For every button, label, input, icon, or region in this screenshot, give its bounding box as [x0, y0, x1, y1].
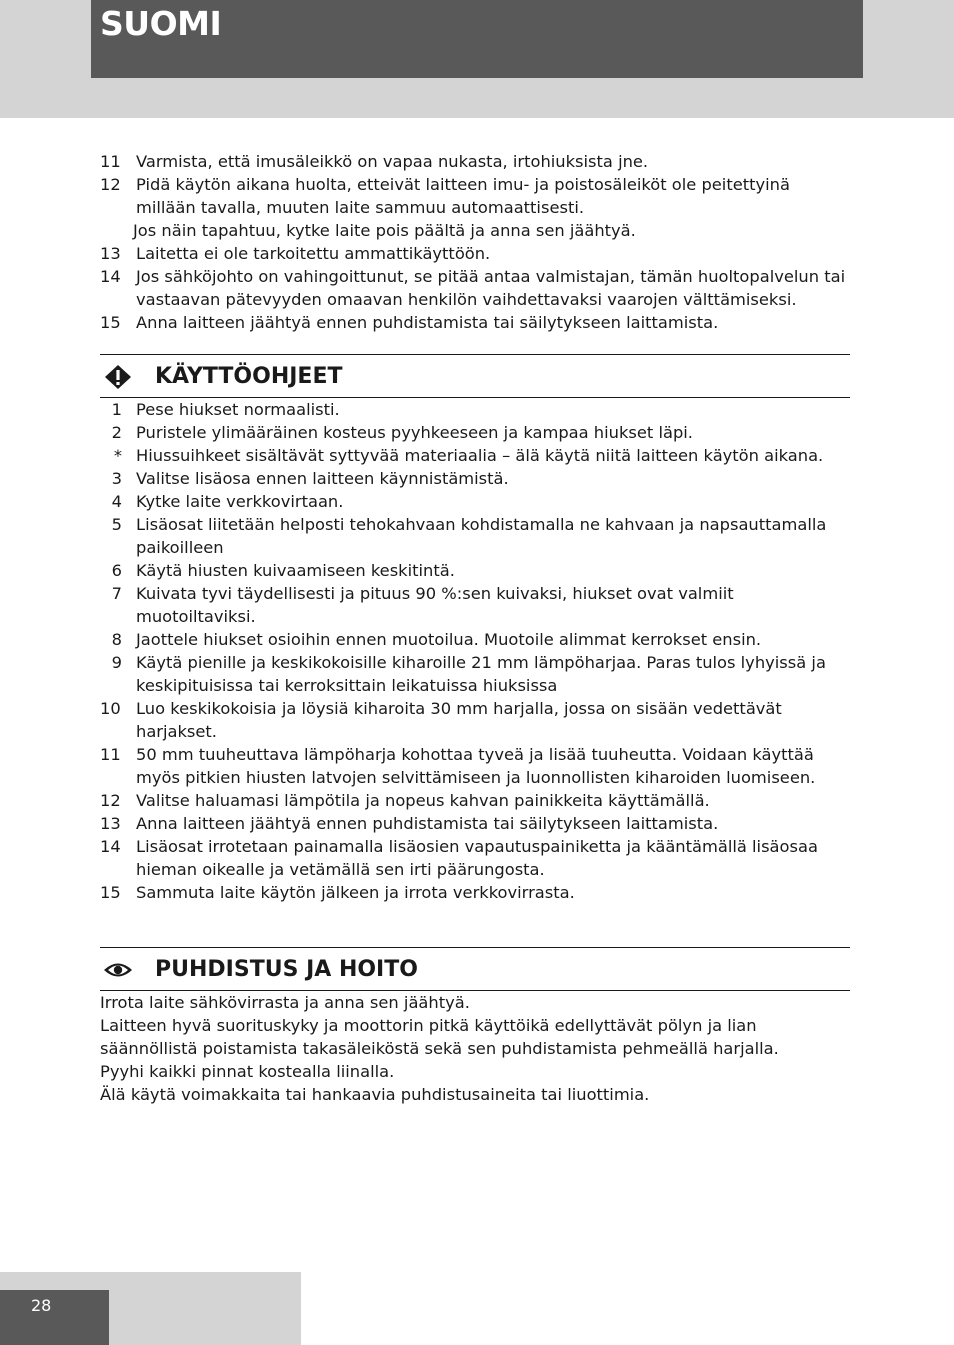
- item-text: Laitetta ei ole tarkoitettu ammattikäyttöön.: [136, 244, 491, 263]
- item-text: Jaottele hiukset osioihin ennen muotoilua. Muotoile alimmat kerrokset ensin.: [136, 630, 762, 649]
- list-item: [100, 835, 850, 881]
- item-number: 11: [100, 152, 121, 171]
- list-item: [100, 651, 850, 697]
- item-number: 12: [100, 791, 121, 810]
- paragraph: Irrota laite sähkövirrasta ja anna sen jäähtyä.: [100, 993, 470, 1012]
- item-number: 9: [111, 653, 122, 672]
- page-content: [100, 150, 850, 1106]
- list-item: [100, 582, 850, 628]
- cleaning-heading: [100, 947, 850, 991]
- warning-diamond-icon: [102, 365, 133, 389]
- page-title: SUOMI: [100, 4, 222, 43]
- list-item: [100, 242, 850, 265]
- paragraph: Älä käytä voimakkaita tai hankaavia puhdistusaineita tai liuottimia.: [100, 1085, 650, 1104]
- cleaning-text: [100, 991, 850, 1106]
- item-text: Hiussuihkeet sisältävät syttyvää materiaalia – älä käytä niitä laitteen käytön aikana.: [136, 446, 824, 465]
- item-number: 15: [100, 883, 121, 902]
- list-item: [100, 173, 850, 219]
- item-text: Anna laitteen jäähtyä ennen puhdistamista tai säilytykseen laittamista.: [136, 814, 719, 833]
- list-note: Jos näin tapahtuu, kytke laite pois päältä ja anna sen jäähtyä.: [133, 221, 636, 240]
- language-title-bar: [91, 0, 863, 78]
- item-text: Kuivata tyvi täydellisesti ja pituus 90 %:sen kuivaksi, hiukset ovat valmiit muotoiltaviksi.: [136, 584, 734, 626]
- item-text: Pese hiukset normaalisti.: [136, 400, 340, 419]
- paragraph: Pyyhi kaikki pinnat kostealla liinalla.: [100, 1062, 395, 1081]
- item-number: 8: [111, 630, 122, 649]
- item-text: Puristele ylimääräinen kosteus pyyhkeeseen ja kampaa hiukset läpi.: [136, 423, 693, 442]
- list-item: [100, 789, 850, 812]
- list-item: [100, 743, 850, 789]
- list-item: [100, 812, 850, 835]
- section-title: KÄYTTÖOHJEET: [155, 364, 343, 389]
- list-item: [100, 265, 850, 311]
- item-text: Luo keskikokoisia ja löysiä kiharoita 30 mm harjalla, jossa on sisään vedettävät harjakset.: [136, 699, 782, 741]
- list-item: [100, 881, 850, 904]
- item-text: Käytä pienille ja keskikokoisille kiharoille 21 mm lämpöharjaa. Paras tulos lyhyissä ja keskipituisissa tai kerroksittain leikatuissa hiuksissa: [136, 653, 826, 695]
- item-number: 12: [100, 175, 121, 194]
- item-number: 13: [100, 244, 121, 263]
- page-number: 28: [31, 1296, 52, 1315]
- item-text: 50 mm tuuheuttava lämpöharja kohottaa tyveä ja lisää tuuheutta. Voidaan käyttää myös pitkien hiusten latvojen selvittämiseen ja luonnollisten kiharoiden luomiseen.: [136, 745, 816, 787]
- item-text: Varmista, että imusäleikkö on vapaa nukasta, irtohiuksista jne.: [136, 152, 649, 171]
- item-number: *: [113, 446, 122, 465]
- item-text: Valitse haluamasi lämpötila ja nopeus kahvan painikkeita käyttämällä.: [136, 791, 710, 810]
- safety-list: [100, 150, 850, 334]
- item-text: Lisäosat irrotetaan painamalla lisäosien vapautuspainiketta ja kääntämällä lisäosaa hieman oikealle ja vetämällä sen irti päärungosta.: [136, 837, 818, 879]
- list-item: [100, 444, 850, 467]
- item-number: 15: [100, 313, 121, 332]
- list-item: [100, 628, 850, 651]
- item-text: Valitse lisäosa ennen laitteen käynnistämistä.: [136, 469, 509, 488]
- paragraph: Laitteen hyvä suorituskyky ja moottorin pitkä käyttöikä edellyttävät pölyn ja lian säännöllistä poistamista takasäleiköstä sekä sen puhdistamista pehmeällä harjalla.: [100, 1016, 779, 1058]
- list-item: [100, 467, 850, 490]
- item-text: Lisäosat liitetään helposti tehokahvaan kohdistamalla ne kahvaan ja napsauttamalla paikoilleen: [136, 515, 827, 557]
- list-item: [100, 398, 850, 421]
- section-title: PUHDISTUS JA HOITO: [155, 957, 418, 982]
- item-number: 11: [100, 745, 121, 764]
- item-number: 13: [100, 814, 121, 833]
- instructions-list: [100, 398, 850, 904]
- page-number-box: [0, 1290, 109, 1345]
- item-number: 14: [100, 267, 121, 286]
- list-item: [100, 513, 850, 559]
- list-item: [100, 421, 850, 444]
- item-number: 6: [111, 561, 122, 580]
- list-item: [100, 697, 850, 743]
- item-number: 10: [100, 699, 121, 718]
- instructions-heading: [100, 354, 850, 398]
- list-item: [100, 559, 850, 582]
- list-item: [100, 311, 850, 334]
- list-item: [100, 490, 850, 513]
- item-text: Pidä käytön aikana huolta, etteivät laitteen imu- ja poistosäleiköt ole peitettyinä millään tavalla, muuten laite sammuu automaattisesti.: [136, 175, 790, 217]
- item-number: 3: [111, 469, 122, 488]
- item-number: 14: [100, 837, 121, 856]
- eye-icon: [102, 958, 133, 982]
- item-number: 7: [111, 584, 122, 603]
- item-number: 1: [111, 400, 122, 419]
- item-text: Jos sähköjohto on vahingoittunut, se pitää antaa valmistajan, tämän huoltopalvelun tai vastaavan pätevyyden omaavan henkilön vaihdettavaksi vaarojen välttämiseksi.: [136, 267, 846, 309]
- list-item: [100, 150, 850, 173]
- item-text: Käytä hiusten kuivaamiseen keskitintä.: [136, 561, 455, 580]
- item-number: 4: [111, 492, 122, 511]
- item-number: 5: [111, 515, 122, 534]
- item-text: Sammuta laite käytön jälkeen ja irrota verkkovirrasta.: [136, 883, 575, 902]
- item-text: Anna laitteen jäähtyä ennen puhdistamista tai säilytykseen laittamista.: [136, 313, 719, 332]
- item-number: 2: [111, 423, 122, 442]
- item-text: Kytke laite verkkovirtaan.: [136, 492, 344, 511]
